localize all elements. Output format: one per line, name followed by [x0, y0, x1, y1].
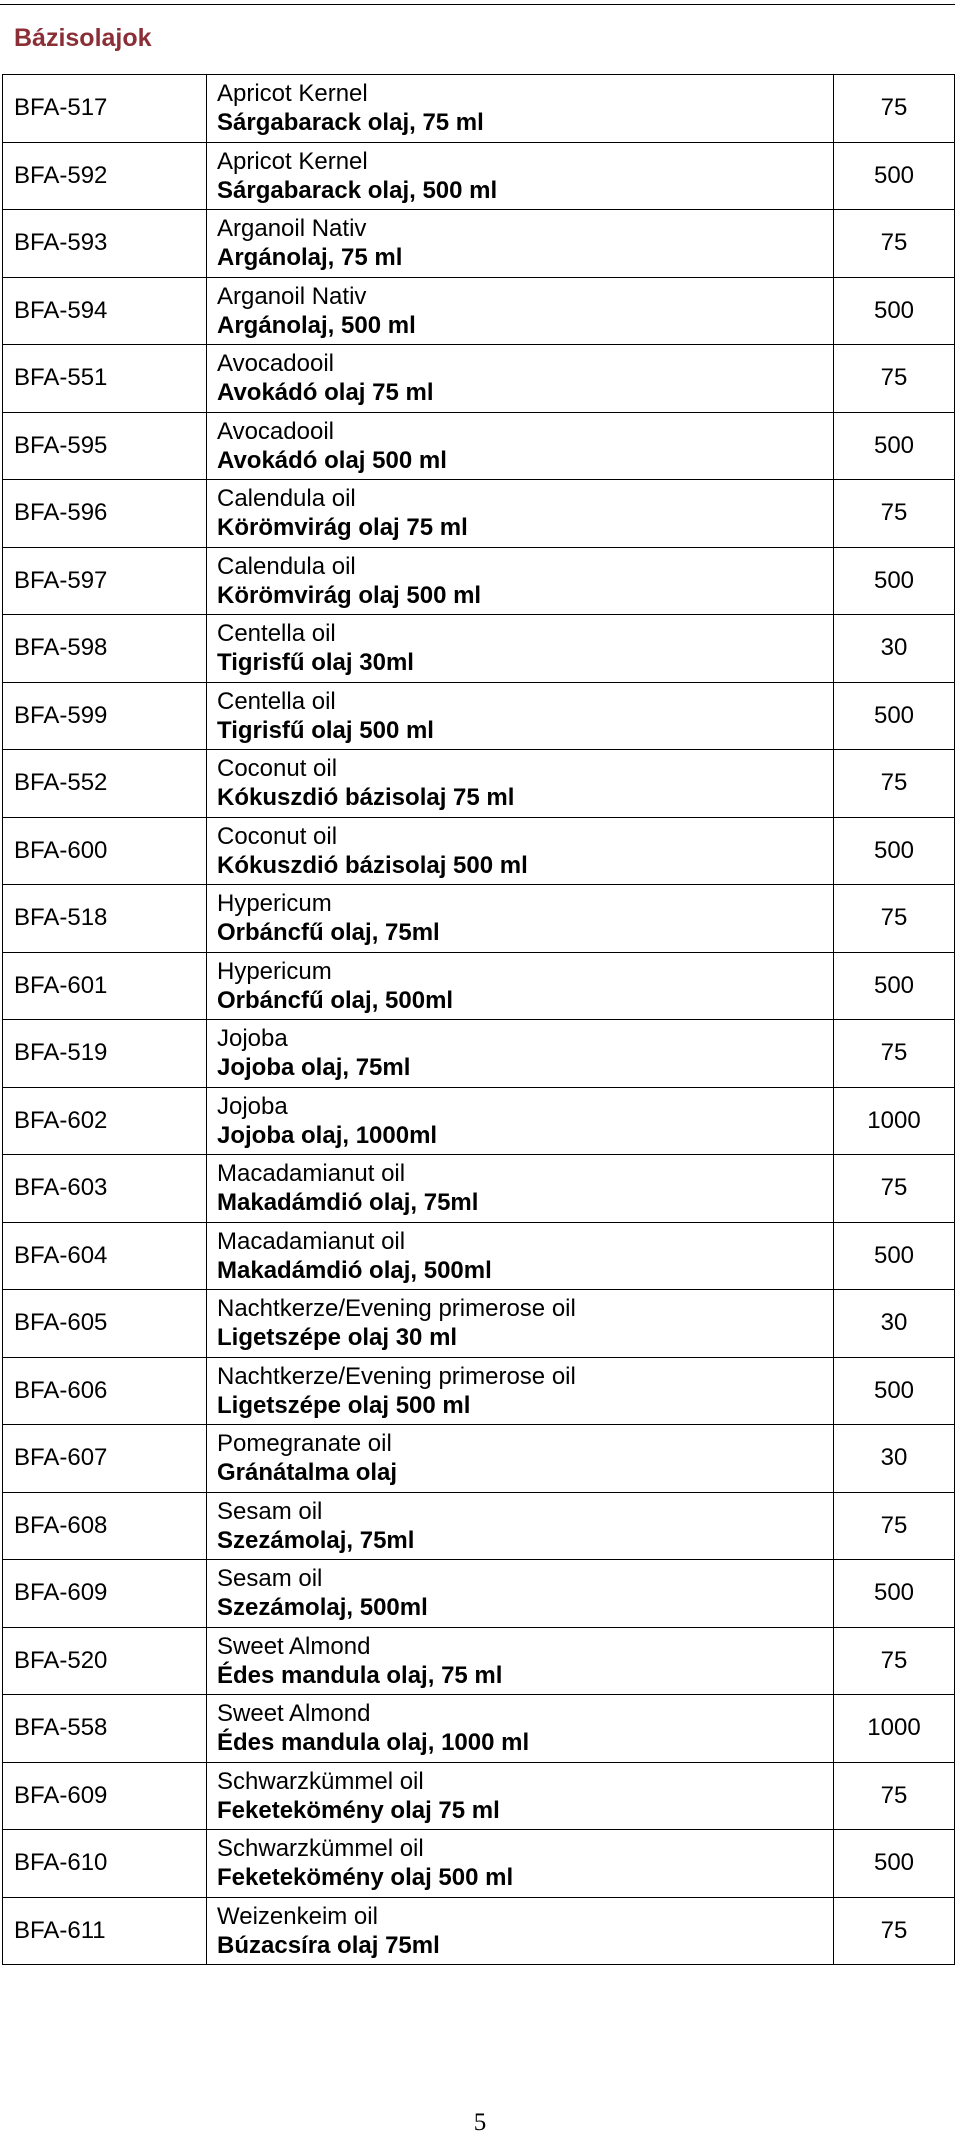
product-quantity: 500 [834, 1222, 955, 1290]
product-description [207, 817, 834, 885]
product-quantity: 500 [834, 682, 955, 750]
product-name-hungarian: Argánolaj, 75 ml [217, 244, 403, 272]
product-quantity: 75 [834, 1492, 955, 1560]
product-name-english: Calendula oil [217, 552, 356, 580]
product-quantity: 500 [834, 142, 955, 210]
table-row [3, 817, 955, 885]
product-quantity: 75 [834, 210, 955, 278]
product-description [207, 277, 834, 345]
table-row [3, 345, 955, 413]
product-description [207, 1425, 834, 1493]
product-quantity: 75 [834, 1627, 955, 1695]
product-name-hungarian: Makadámdió olaj, 75ml [217, 1189, 479, 1217]
table-row [3, 1627, 955, 1695]
product-name-english: Sweet Almond [217, 1700, 371, 1728]
product-quantity: 1000 [834, 1695, 955, 1763]
top-rule [0, 4, 955, 5]
product-description [207, 412, 834, 480]
product-description [207, 885, 834, 953]
product-name-english: Sesam oil [217, 1497, 323, 1525]
product-quantity: 500 [834, 1560, 955, 1628]
product-name-english: Nachtkerze/Evening primerose oil [217, 1295, 576, 1323]
product-name-english: Macadamianut oil [217, 1160, 406, 1188]
product-name-hungarian: Jojoba olaj, 75ml [217, 1054, 411, 1082]
product-code: BFA-606 [3, 1357, 207, 1425]
product-description [207, 1627, 834, 1695]
product-code: BFA-610 [3, 1830, 207, 1898]
product-name-hungarian: Kókuszdió bázisolaj 500 ml [217, 851, 528, 879]
product-description [207, 1762, 834, 1830]
table-row [3, 277, 955, 345]
product-name-english: Hypericum [217, 957, 332, 985]
product-quantity: 30 [834, 1425, 955, 1493]
product-description [207, 1155, 834, 1223]
product-quantity: 75 [834, 75, 955, 143]
product-name-hungarian: Sárgabarack olaj, 500 ml [217, 176, 498, 204]
product-description [207, 210, 834, 278]
product-name-hungarian: Feketekömény olaj 500 ml [217, 1864, 514, 1892]
product-quantity: 75 [834, 1020, 955, 1088]
table-row [3, 1762, 955, 1830]
product-name-english: Coconut oil [217, 822, 338, 850]
product-description [207, 1357, 834, 1425]
product-description [207, 547, 834, 615]
table-row [3, 1087, 955, 1155]
product-code: BFA-520 [3, 1627, 207, 1695]
product-code: BFA-602 [3, 1087, 207, 1155]
product-quantity: 30 [834, 615, 955, 683]
product-name-english: Schwarzkümmel oil [217, 1767, 424, 1795]
product-description [207, 750, 834, 818]
product-name-english: Avocadooil [217, 417, 334, 445]
table-row [3, 1897, 955, 1965]
section-title: Bázisolajok [14, 24, 152, 52]
product-quantity: 75 [834, 885, 955, 953]
product-name-english: Centella oil [217, 620, 336, 648]
product-name-english: Pomegranate oil [217, 1430, 392, 1458]
product-description [207, 1290, 834, 1358]
product-name-hungarian: Körömvirág olaj 75 ml [217, 514, 468, 542]
table-row [3, 1222, 955, 1290]
table-row [3, 1830, 955, 1898]
product-description [207, 615, 834, 683]
page-number: 5 [473, 2109, 487, 2136]
product-name-english: Centella oil [217, 687, 336, 715]
product-name-english: Coconut oil [217, 755, 338, 783]
table-row [3, 615, 955, 683]
product-description [207, 480, 834, 548]
product-description [207, 1560, 834, 1628]
product-code: BFA-592 [3, 142, 207, 210]
product-code: BFA-551 [3, 345, 207, 413]
product-name-english: Sesam oil [217, 1565, 323, 1593]
product-name-hungarian: Tigrisfű olaj 500 ml [217, 716, 434, 744]
product-name-english: Arganoil Nativ [217, 215, 367, 243]
product-code: BFA-596 [3, 480, 207, 548]
product-quantity: 75 [834, 480, 955, 548]
product-name-hungarian: Feketekömény olaj 75 ml [217, 1796, 500, 1824]
product-name-hungarian: Szezámolaj, 500ml [217, 1594, 428, 1622]
product-name-hungarian: Tigrisfű olaj 30ml [217, 649, 414, 677]
product-quantity: 75 [834, 1897, 955, 1965]
product-description [207, 952, 834, 1020]
product-code: BFA-597 [3, 547, 207, 615]
product-name-english: Apricot Kernel [217, 80, 368, 108]
product-code: BFA-608 [3, 1492, 207, 1560]
product-name-english: Jojoba [217, 1092, 288, 1120]
product-quantity: 500 [834, 412, 955, 480]
product-name-hungarian: Édes mandula olaj, 75 ml [217, 1661, 503, 1689]
product-description [207, 1222, 834, 1290]
product-quantity: 500 [834, 547, 955, 615]
product-code: BFA-517 [3, 75, 207, 143]
product-name-hungarian: Kókuszdió bázisolaj 75 ml [217, 784, 515, 812]
product-description [207, 1087, 834, 1155]
table-row [3, 142, 955, 210]
table-row [3, 412, 955, 480]
product-code: BFA-607 [3, 1425, 207, 1493]
product-name-hungarian: Gránátalma olaj [217, 1459, 398, 1487]
product-name-english: Schwarzkümmel oil [217, 1835, 424, 1863]
table-row [3, 750, 955, 818]
product-name-hungarian: Édes mandula olaj, 1000 ml [217, 1729, 530, 1757]
product-name-hungarian: Szezámolaj, 75ml [217, 1526, 415, 1554]
product-code: BFA-593 [3, 210, 207, 278]
product-name-english: Hypericum [217, 890, 332, 918]
table-row [3, 547, 955, 615]
table-row [3, 1560, 955, 1628]
table-row [3, 210, 955, 278]
product-quantity: 75 [834, 1762, 955, 1830]
product-name-hungarian: Orbáncfű olaj, 75ml [217, 919, 440, 947]
product-description [207, 142, 834, 210]
product-name-hungarian: Ligetszépe olaj 30 ml [217, 1324, 458, 1352]
product-description [207, 1020, 834, 1088]
product-code: BFA-558 [3, 1695, 207, 1763]
table-row [3, 480, 955, 548]
product-quantity: 500 [834, 1830, 955, 1898]
product-quantity: 75 [834, 1155, 955, 1223]
product-code: BFA-518 [3, 885, 207, 953]
product-name-english: Calendula oil [217, 485, 356, 513]
table-row [3, 1290, 955, 1358]
product-description [207, 1897, 834, 1965]
product-name-hungarian: Argánolaj, 500 ml [217, 311, 416, 339]
product-code: BFA-595 [3, 412, 207, 480]
product-name-hungarian: Sárgabarack olaj, 75 ml [217, 109, 484, 137]
product-name-english: Nachtkerze/Evening primerose oil [217, 1362, 576, 1390]
product-quantity: 75 [834, 345, 955, 413]
product-name-hungarian: Búzacsíra olaj 75ml [217, 1931, 440, 1959]
product-code: BFA-594 [3, 277, 207, 345]
product-name-hungarian: Orbáncfű olaj, 500ml [217, 986, 454, 1014]
table-row [3, 952, 955, 1020]
product-name-english: Jojoba [217, 1025, 288, 1053]
product-code: BFA-519 [3, 1020, 207, 1088]
product-name-english: Arganoil Nativ [217, 282, 367, 310]
product-description [207, 345, 834, 413]
product-name-english: Sweet Almond [217, 1632, 371, 1660]
base-oils-table [2, 74, 955, 1965]
product-quantity: 500 [834, 277, 955, 345]
product-name-hungarian: Jojoba olaj, 1000ml [217, 1121, 438, 1149]
product-code: BFA-609 [3, 1560, 207, 1628]
product-name-hungarian: Avokádó olaj 75 ml [217, 379, 434, 407]
product-quantity: 30 [834, 1290, 955, 1358]
table-row [3, 1155, 955, 1223]
product-name-hungarian: Avokádó olaj 500 ml [217, 446, 447, 474]
product-name-english: Weizenkeim oil [217, 1902, 378, 1930]
product-description [207, 75, 834, 143]
table-row [3, 1695, 955, 1763]
product-quantity: 500 [834, 1357, 955, 1425]
product-name-english: Macadamianut oil [217, 1227, 406, 1255]
product-description [207, 1492, 834, 1560]
table-body [3, 75, 955, 1965]
product-quantity: 1000 [834, 1087, 955, 1155]
product-name-hungarian: Ligetszépe olaj 500 ml [217, 1391, 471, 1419]
product-code: BFA-600 [3, 817, 207, 885]
table-row [3, 1492, 955, 1560]
table-row [3, 1357, 955, 1425]
product-code: BFA-605 [3, 1290, 207, 1358]
product-code: BFA-599 [3, 682, 207, 750]
product-code: BFA-601 [3, 952, 207, 1020]
product-code: BFA-611 [3, 1897, 207, 1965]
product-name-english: Avocadooil [217, 350, 334, 378]
product-name-english: Apricot Kernel [217, 147, 368, 175]
product-name-hungarian: Körömvirág olaj 500 ml [217, 581, 482, 609]
product-quantity: 500 [834, 952, 955, 1020]
product-code: BFA-598 [3, 615, 207, 683]
table-row [3, 1425, 955, 1493]
product-description [207, 1695, 834, 1763]
table-row [3, 75, 955, 143]
product-code: BFA-552 [3, 750, 207, 818]
product-description [207, 682, 834, 750]
table-row [3, 1020, 955, 1088]
table-row [3, 682, 955, 750]
product-quantity: 75 [834, 750, 955, 818]
product-description [207, 1830, 834, 1898]
product-code: BFA-604 [3, 1222, 207, 1290]
product-name-hungarian: Makadámdió olaj, 500ml [217, 1256, 492, 1284]
product-quantity: 500 [834, 817, 955, 885]
product-code: BFA-609 [3, 1762, 207, 1830]
table-row [3, 885, 955, 953]
product-code: BFA-603 [3, 1155, 207, 1223]
